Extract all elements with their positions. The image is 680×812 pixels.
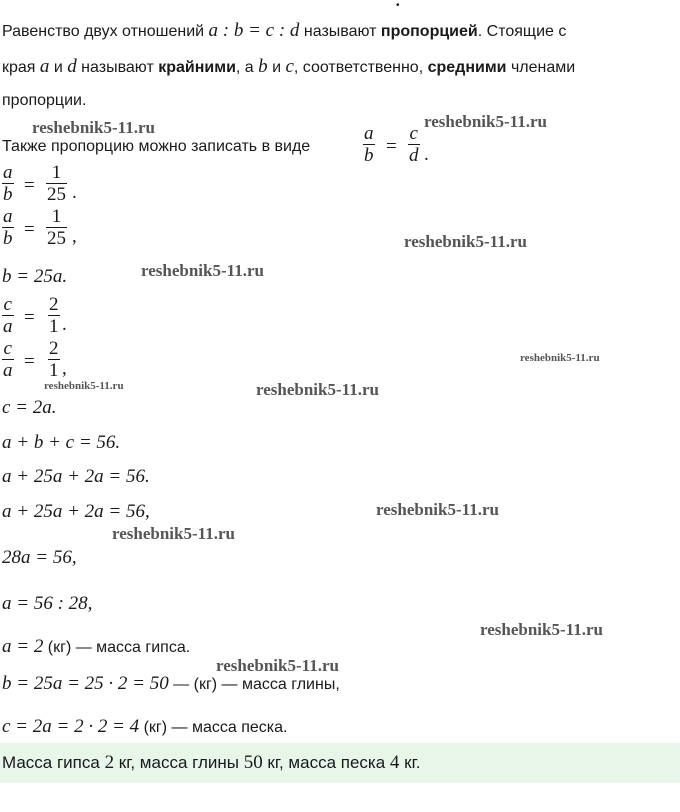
top-dot: • [396,0,400,11]
step5-right-fraction: 2 1 [49,338,59,381]
term-proportion: пропорцией [380,23,478,40]
step1-right-fraction: 1 25 [47,162,66,205]
step2-equals: = [24,219,35,240]
watermark: reshebnik5-11.ru [141,261,264,280]
step3: b = 25a. [2,266,68,287]
watermark: reshebnik5-11.ru [480,620,603,639]
step14: c = 2a = 2 · 2 = 4 (кг) — масса песка. [2,716,288,737]
step5-left-fraction: c a [3,338,13,381]
term-extremes: крайними [158,59,236,76]
fraction-a-b: a b [364,123,374,166]
watermark: reshebnik5-11.ru [216,656,339,675]
step5-end: , [62,358,67,379]
step6: c = 2a. [2,397,57,418]
step4-end: . [62,314,67,335]
step4-left-fraction: c a [3,294,13,337]
step4-right-fraction: 2 1 [49,294,59,337]
step2-end: , [72,226,77,247]
answer-box [0,743,680,783]
step13: b = 25a = 25 · 2 = 50 — (кг) — масса глины, [2,673,340,694]
definition-line-1: Равенство двух отношений a : b = c : d называют пропорцией. Стоящие с [2,20,567,41]
equals-sign: = [386,136,397,157]
watermark: reshebnik5-11.ru [112,524,235,543]
step2-right-fraction: 1 25 [47,206,66,249]
step10: 28a = 56, [2,547,77,568]
step12: a = 2 (кг) — масса гипса. [2,636,191,657]
term-means: средними [427,59,507,76]
fraction-c-d: c d [409,123,419,166]
step1-end: . [72,182,77,203]
step1-left-fraction: a b [3,162,13,205]
definition-line-2: края a и d называют крайними, а b и c, соответственно, средними членами [2,56,576,77]
step7: a + b + c = 56. [2,432,121,453]
watermark: reshebnik5-11.ru [32,118,155,137]
watermark: reshebnik5-11.ru [424,112,547,131]
definition-line-3: пропорции. [2,92,87,109]
watermark: reshebnik5-11.ru [520,352,600,364]
period: . [424,144,429,165]
step8: a + 25a + 2a = 56. [2,466,150,487]
step2-left-fraction: a b [3,206,13,249]
definition-line-4: Также пропорцию можно записать в виде [2,138,311,155]
answer-text: Масса гипса 2 кг, масса глины 50 кг, масса песка 4 кг. [2,752,421,773]
step4-equals: = [24,307,35,328]
watermark: reshebnik5-11.ru [44,380,124,392]
watermark: reshebnik5-11.ru [256,380,379,399]
watermark: reshebnik5-11.ru [404,232,527,251]
step11: a = 56 : 28, [2,593,93,614]
watermark: reshebnik5-11.ru [376,500,499,519]
step5-equals: = [24,351,35,372]
step9: a + 25a + 2a = 56, [2,501,150,522]
step1-equals: = [24,175,35,196]
